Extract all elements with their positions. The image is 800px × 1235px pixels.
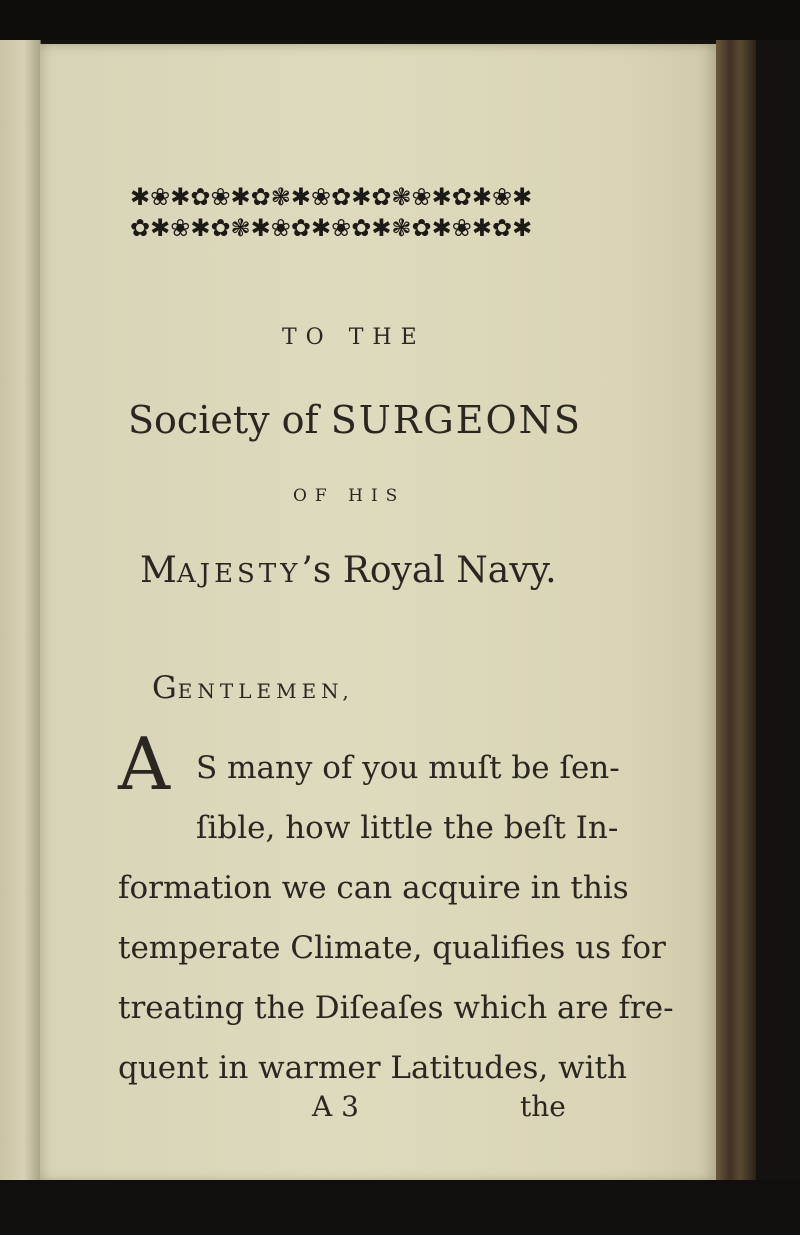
body-line: quent in warmer Latitudes, with <box>118 1050 627 1086</box>
salutation <box>152 670 354 706</box>
body-line: treating the Diſeaſes which are fre- <box>118 990 674 1026</box>
body-line: ſible, how little the beſt In- <box>196 810 619 846</box>
heading-majesty-smallcaps: AJESTY <box>176 559 302 589</box>
heading-society-prefix: Society of <box>128 398 319 442</box>
heading-majesty-initial: M <box>140 550 177 591</box>
book-cover-edge <box>716 40 756 1185</box>
body-line: temperate Climate, qualifies us for <box>118 930 666 966</box>
catchword: the <box>520 1090 566 1123</box>
previous-page-edge <box>0 40 41 1180</box>
signature-mark: A 3 <box>312 1090 359 1123</box>
ornament-row-bottom: ✿✱❀✱✿❃✱❀✿✱❀✿✱❃✿✱❀✱✿✱ <box>130 216 533 241</box>
background-top <box>0 0 800 40</box>
heading-majesty <box>140 550 557 591</box>
drop-cap: A <box>118 722 170 806</box>
background-bottom <box>0 1180 800 1235</box>
heading-surgeons: SURGEONS <box>330 398 582 442</box>
ornament-row-top: ✱❀✱✿❀✱✿❃✱❀✿✱✿❃❀✱✿✱❀✱ <box>130 185 533 210</box>
salutation-smallcaps: ENTLEMEN, <box>177 679 354 703</box>
body-line: formation we can acquire in this <box>118 870 629 906</box>
printers-ornament <box>130 185 580 241</box>
salutation-initial: G <box>152 670 178 706</box>
body-line: S many of you muſt be ſen- <box>196 750 620 786</box>
heading-society <box>128 398 582 442</box>
heading-to-the: TO THE <box>282 325 426 350</box>
heading-of-his: OF HIS <box>293 486 406 506</box>
heading-majesty-tail: ’s Royal Navy. <box>301 550 557 591</box>
